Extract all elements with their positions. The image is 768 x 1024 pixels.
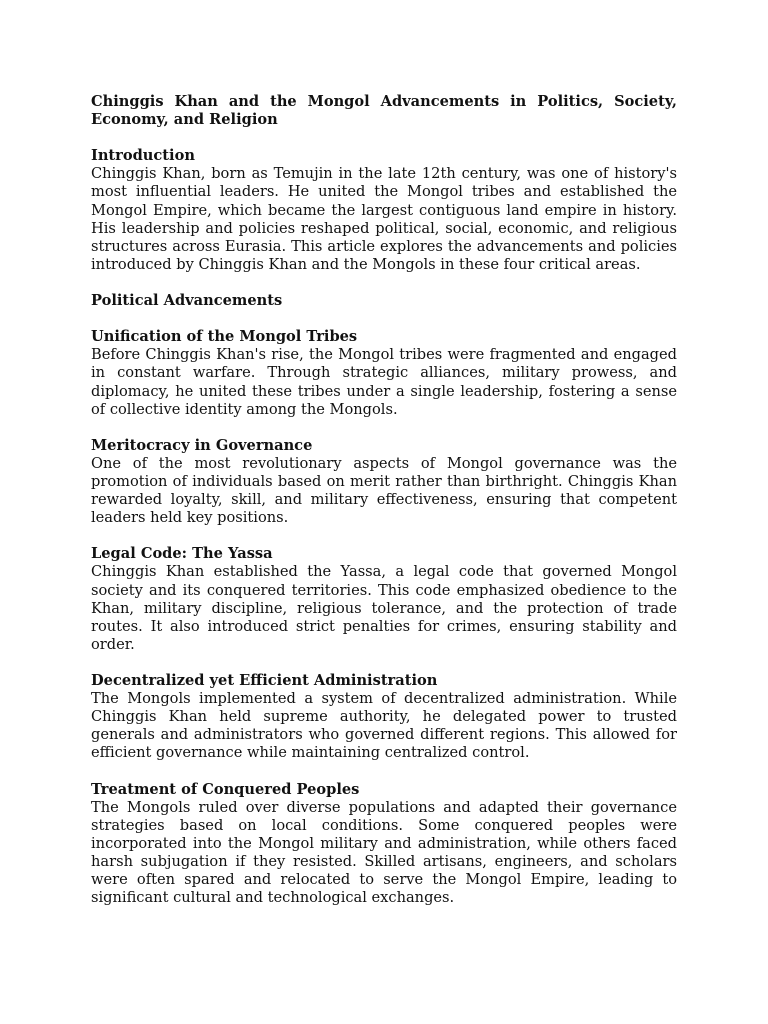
subsection-conquered-peoples [91,781,677,908]
subsection-administration [91,672,677,762]
subsection-meritocracy [91,437,677,527]
section-introduction [91,147,677,274]
document-title: Chinggis Khan and the Mongol Advancements in Politics, Society, Economy, and Religion [91,93,677,129]
subsection-yassa [91,545,677,654]
section-political-advancements [91,292,677,907]
introduction-heading: Introduction [91,147,195,165]
yassa-paragraph: Chinggis Khan established the Yassa, a legal code that governed Mongol society and its conquered territories. This code emphasized obedience to the Khan, military discipline, religious tolerance, and the protection of trade routes. It also introduced strict penalties for crimes, ensuring stability and order. [91,563,677,653]
conquered-peoples-paragraph: The Mongols ruled over diverse populations and adapted their governance strategies based on local conditions. Some conquered peoples were incorporated into the Mongol military and administration, while others faced harsh subjugation if they resisted. Skilled artisans, engineers, and scholars were often spared and relocated to serve the Mongol Empire, leading to significant cultural and technological exchanges. [91,798,677,907]
administration-heading: Decentralized yet Efficient Administration [91,672,438,689]
meritocracy-paragraph: One of the most revolutionary aspects of Mongol governance was the promotion of individuals based on merit rather than birthright. Chinggis Khan rewarded loyalty, skill, and military effectiveness, ensuring that competent leaders held key positions. [91,454,677,527]
unification-heading: Unification of the Mongol Tribes [91,328,358,346]
subsection-unification [91,328,677,418]
conquered-peoples-heading: Treatment of Conquered Peoples [91,780,360,798]
yassa-heading: Legal Code: The Yassa [91,545,273,563]
document-page [91,93,677,925]
administration-paragraph: The Mongols implemented a system of decentralized administration. While Chinggis Khan held supreme authority, he delegated power to trusted generals and administrators who governed different regions. This allowed for efficient governance while maintaining centralized control. [91,690,677,762]
political-advancements-heading: Political Advancements [91,292,283,310]
introduction-paragraph: Chinggis Khan, born as Temujin in the late 12th century, was one of history's most influential leaders. He united the Mongol tribes and established the Mongol Empire, which became the largest contiguous land empire in history. His leadership and policies reshaped political, social, economic, and religious structures across Eurasia. This article explores the advancements and policies introduced by Chinggis Khan and the Mongols in these four critical areas. [91,165,677,273]
unification-paragraph: Before Chinggis Khan's rise, the Mongol tribes were fragmented and engaged in constant warfare. Through strategic alliances, military prowess, and diplomacy, he united these tribes under a single leadership, fostering a sense of collective identity among the Mongols. [91,346,677,418]
meritocracy-heading: Meritocracy in Governance [91,436,313,454]
